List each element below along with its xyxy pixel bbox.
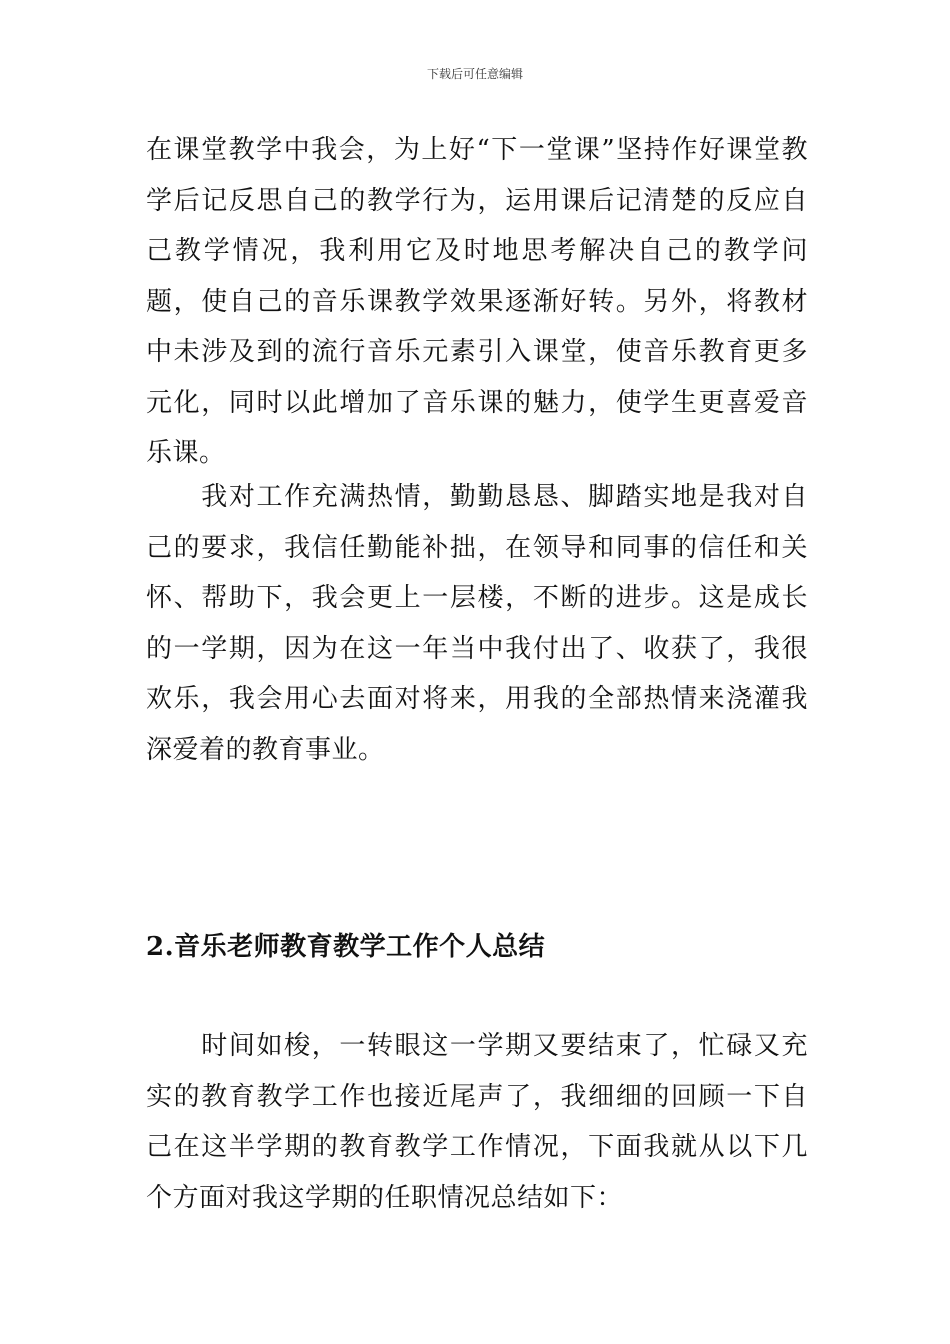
body-paragraph: 时间如梭，一转眼这一学期又要结束了，忙碌又充实的教育教学工作也接近尾声了，我细细的回顾一下自己在这半学期的教育教学工作情况，下面我就从以下几个方面对我这学期的任职情况总结如下： <box>146 1031 808 1213</box>
body-paragraph: 在课堂教学中我会，为上好“下一堂课”坚持作好课堂教学后记反思自己的教学行为，运用课后记清楚的反应自己教学情况，我利用它及时地思考解决自己的教学问题，使自己的音乐课教学效果逐渐好转。另外，将教材中未涉及到的流行音乐元素引入课堂，使音乐教育更多元化，同时以此增加了音乐课的魅力，使学生更喜爱音乐课。 <box>146 135 808 468</box>
body-paragraph: 我对工作充满热情，勤勤恳恳、脚踏实地是我对自己的要求，我信任勤能补拙，在领导和同事的信任和关怀、帮助下，我会更上一层楼，不断的进步。这是成长的一学期，因为在这一年当中我付出了、收获了，我很欢乐，我会用心去面对将来，用我的全部热情来浇灌我深爱着的教育事业。 <box>146 482 808 765</box>
section-heading: 2.音乐老师教育教学工作个人总结 <box>146 932 546 962</box>
page-header: 下载后可任意编辑 <box>426 67 523 81</box>
